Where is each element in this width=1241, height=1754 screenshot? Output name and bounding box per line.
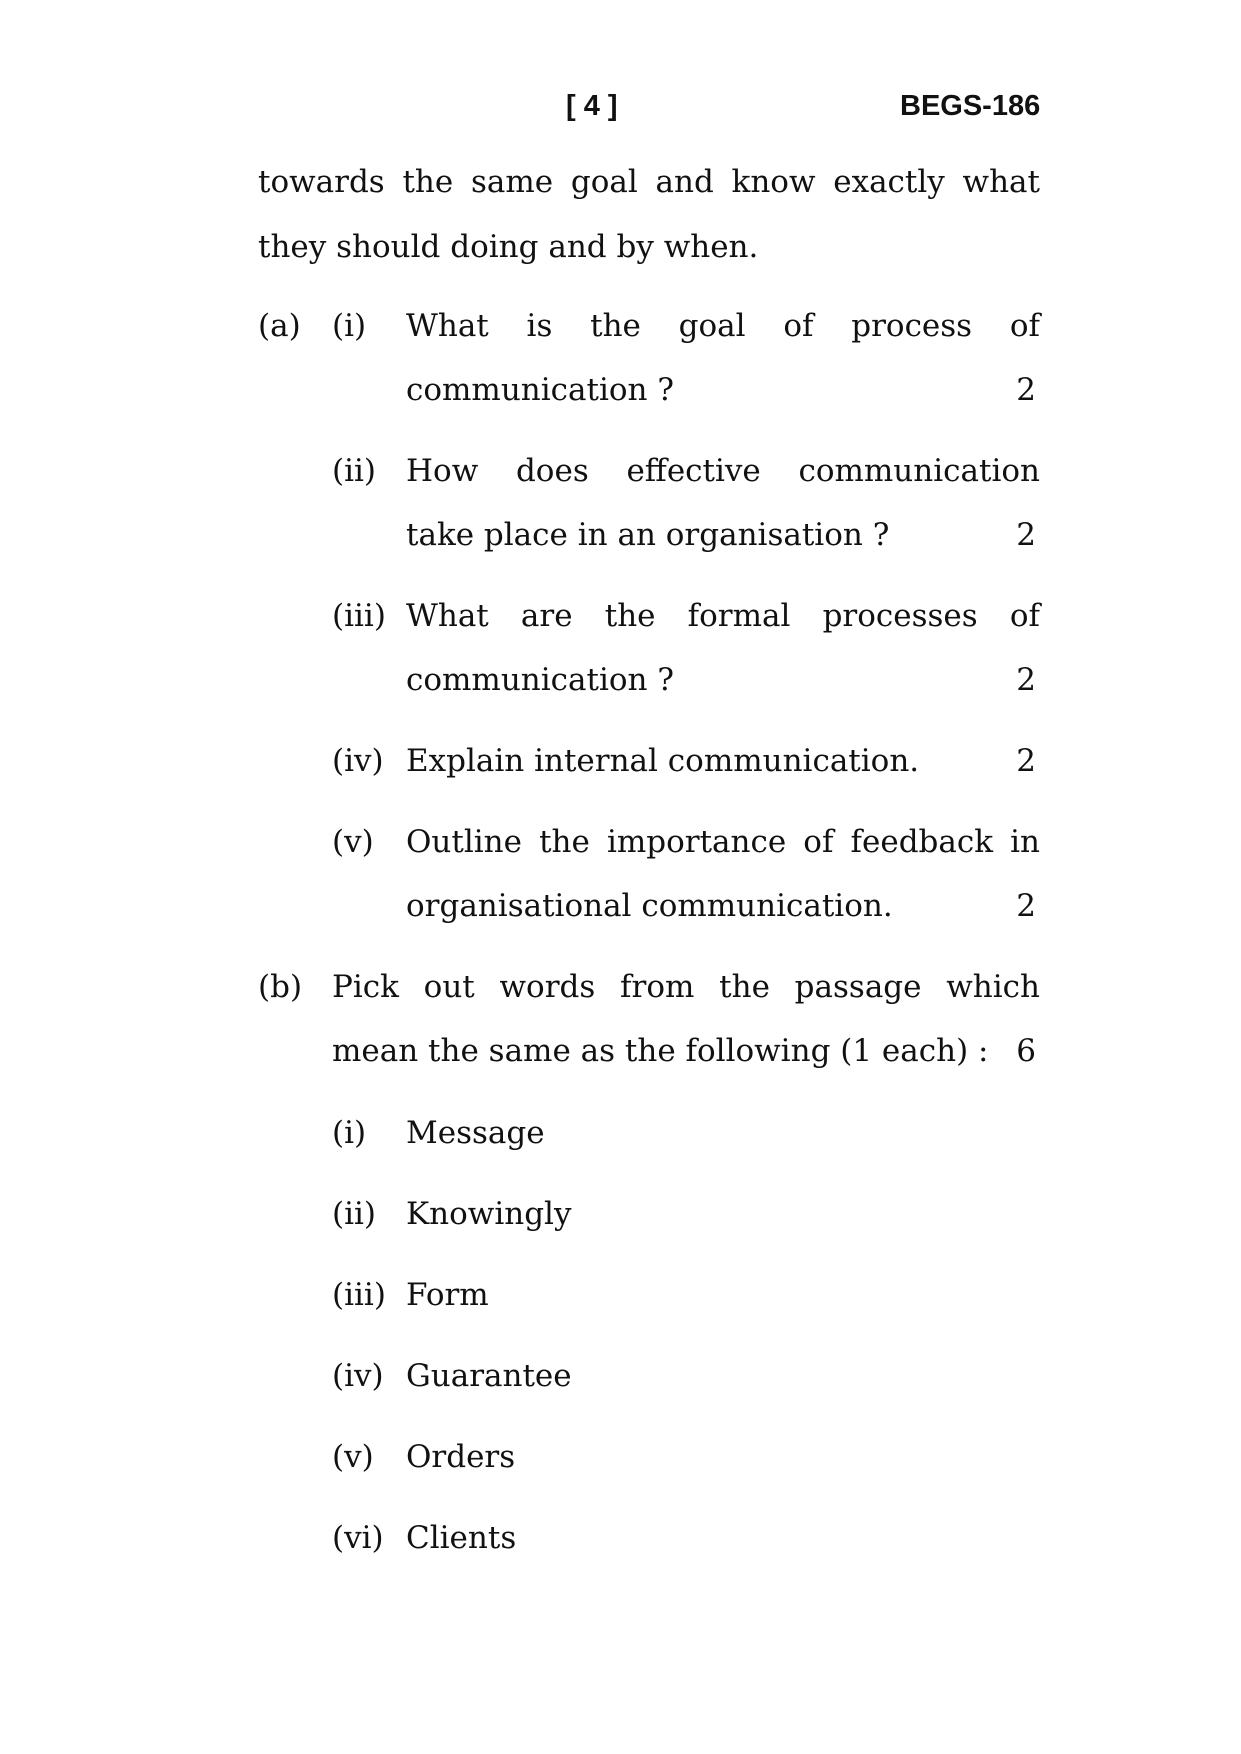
question-label: (ii) xyxy=(332,453,377,489)
question-text: communication ? xyxy=(406,372,674,408)
instruction-text: Pick out words from the passage which xyxy=(332,969,1040,1005)
word: Form xyxy=(406,1277,489,1313)
word-item xyxy=(332,1506,1040,1570)
passage-line: towards the same goal and know exactly what xyxy=(258,164,1040,200)
word: Message xyxy=(406,1115,545,1151)
word-label: (ii) xyxy=(332,1196,377,1232)
question-label: (iv) xyxy=(332,743,384,779)
word-label: (vi) xyxy=(332,1520,384,1556)
marks: 2 xyxy=(1016,888,1036,924)
question-text: take place in an organisation ? xyxy=(406,517,890,553)
question-text: organisational communication. xyxy=(406,888,893,924)
word: Knowingly xyxy=(406,1196,572,1232)
marks: 2 xyxy=(1016,517,1036,553)
word-label: (iv) xyxy=(332,1358,384,1394)
part-b-instruction xyxy=(332,955,1040,1083)
page-number: [ 4 ] xyxy=(566,90,618,122)
passage-line: they should doing and by when. xyxy=(258,229,759,265)
word-item xyxy=(332,1425,1040,1489)
part-b-body xyxy=(332,955,1040,1587)
question-a-v xyxy=(332,810,1040,938)
marks: 6 xyxy=(1016,1033,1036,1069)
word-item xyxy=(332,1344,1040,1408)
instruction-text: mean the same as the following (1 each) : xyxy=(332,1033,989,1069)
part-a xyxy=(258,294,1040,955)
question-label: (i) xyxy=(332,308,367,344)
word: Clients xyxy=(406,1520,517,1556)
word-item xyxy=(332,1263,1040,1327)
question-a-ii xyxy=(332,439,1040,567)
question-text: What is the goal of process of xyxy=(406,308,1040,344)
marks: 2 xyxy=(1016,372,1036,408)
question-a-iv xyxy=(332,729,1040,793)
passage-continuation xyxy=(258,150,1040,280)
marks: 2 xyxy=(1016,743,1036,779)
word: Orders xyxy=(406,1439,516,1475)
question-label: (v) xyxy=(332,824,374,860)
question-text: What are the formal processes of xyxy=(406,598,1040,634)
question-a-i xyxy=(332,294,1040,422)
page-content xyxy=(258,150,1040,1587)
word-item xyxy=(332,1101,1040,1165)
course-code: BEGS-186 xyxy=(900,90,1041,122)
question-text: Outline the importance of feedback in xyxy=(406,824,1040,860)
word: Guarantee xyxy=(406,1358,572,1394)
question-text: How does effective communication xyxy=(406,453,1040,489)
part-b-label: (b) xyxy=(258,969,303,1005)
question-a-iii xyxy=(332,584,1040,712)
part-a-questions xyxy=(332,294,1040,955)
part-b xyxy=(258,955,1040,1587)
marks: 2 xyxy=(1016,662,1036,698)
part-a-label: (a) xyxy=(258,308,301,344)
question-text: Explain internal communication. xyxy=(406,743,920,779)
word-label: (i) xyxy=(332,1115,367,1151)
word-item xyxy=(332,1182,1040,1246)
word-label: (v) xyxy=(332,1439,374,1475)
question-text: communication ? xyxy=(406,662,674,698)
question-label: (iii) xyxy=(332,598,386,634)
word-label: (iii) xyxy=(332,1277,386,1313)
